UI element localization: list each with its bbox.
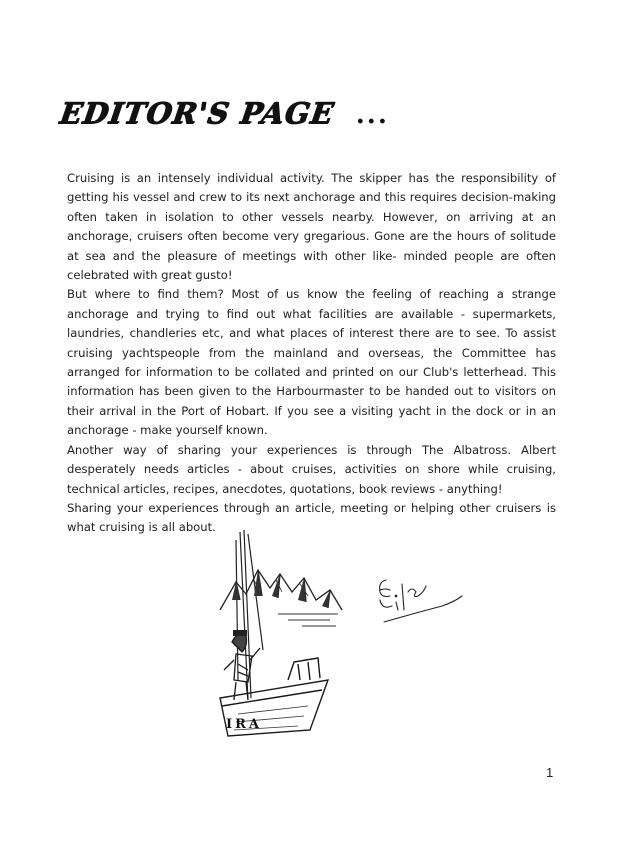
- hull-lettering: IRA: [226, 717, 262, 732]
- sailor-figure: [224, 634, 260, 700]
- page-number: 1: [546, 765, 554, 780]
- paragraph-closing: Sharing your experiences through an article, meeting or helping other cruisers is what cruising is all about.: [67, 500, 556, 535]
- page-heading: [57, 96, 389, 130]
- paragraph-intro: Cruising is an intensely individual activity. The skipper has the responsibility of getting his vessel and crew to its next anchorage and this requires decision-making often taken in isolation to other vessels nearby. However, on arriving at an anchorage, cruisers often become very gregarious. Gone are the hours of solitude at sea and the pleasure of meetings with other like- minded people are often celebrated with great gusto!: [67, 171, 556, 283]
- paragraph-albatross: Another way of sharing your experiences is through The Albatross. Albert desperately needs articles - about cruises, activities on shore while cruising, technical articles, recipes, anecdotes, quotations, book reviews - anything!: [67, 442, 556, 496]
- water-lines: [278, 614, 338, 626]
- page-title: EDITOR'S PAGE: [57, 96, 337, 130]
- sailor-hat: [233, 630, 247, 636]
- editorial-body: [67, 169, 556, 538]
- editor-signature: [372, 570, 472, 640]
- sailor-boat-illustration: [218, 530, 348, 740]
- title-ellipsis: ...: [355, 100, 389, 130]
- paragraph-facilities: But where to find them? Most of us know the feeling of reaching a strange anchorage and trying to find out what facilities are available - supermarkets, laundries, chandleries etc, and what places of interest there are to see. To assist cruising yachtspeople from the mainland and overseas, the Committee has arranged for information to be collated and printed on our Club's letterhead. This information has been given to the Harbourmaster to be handed out to visitors on their arrival in the Port of Hobart. If you see a visiting yacht in the dock or in an anchorage - make yourself known.: [67, 287, 556, 438]
